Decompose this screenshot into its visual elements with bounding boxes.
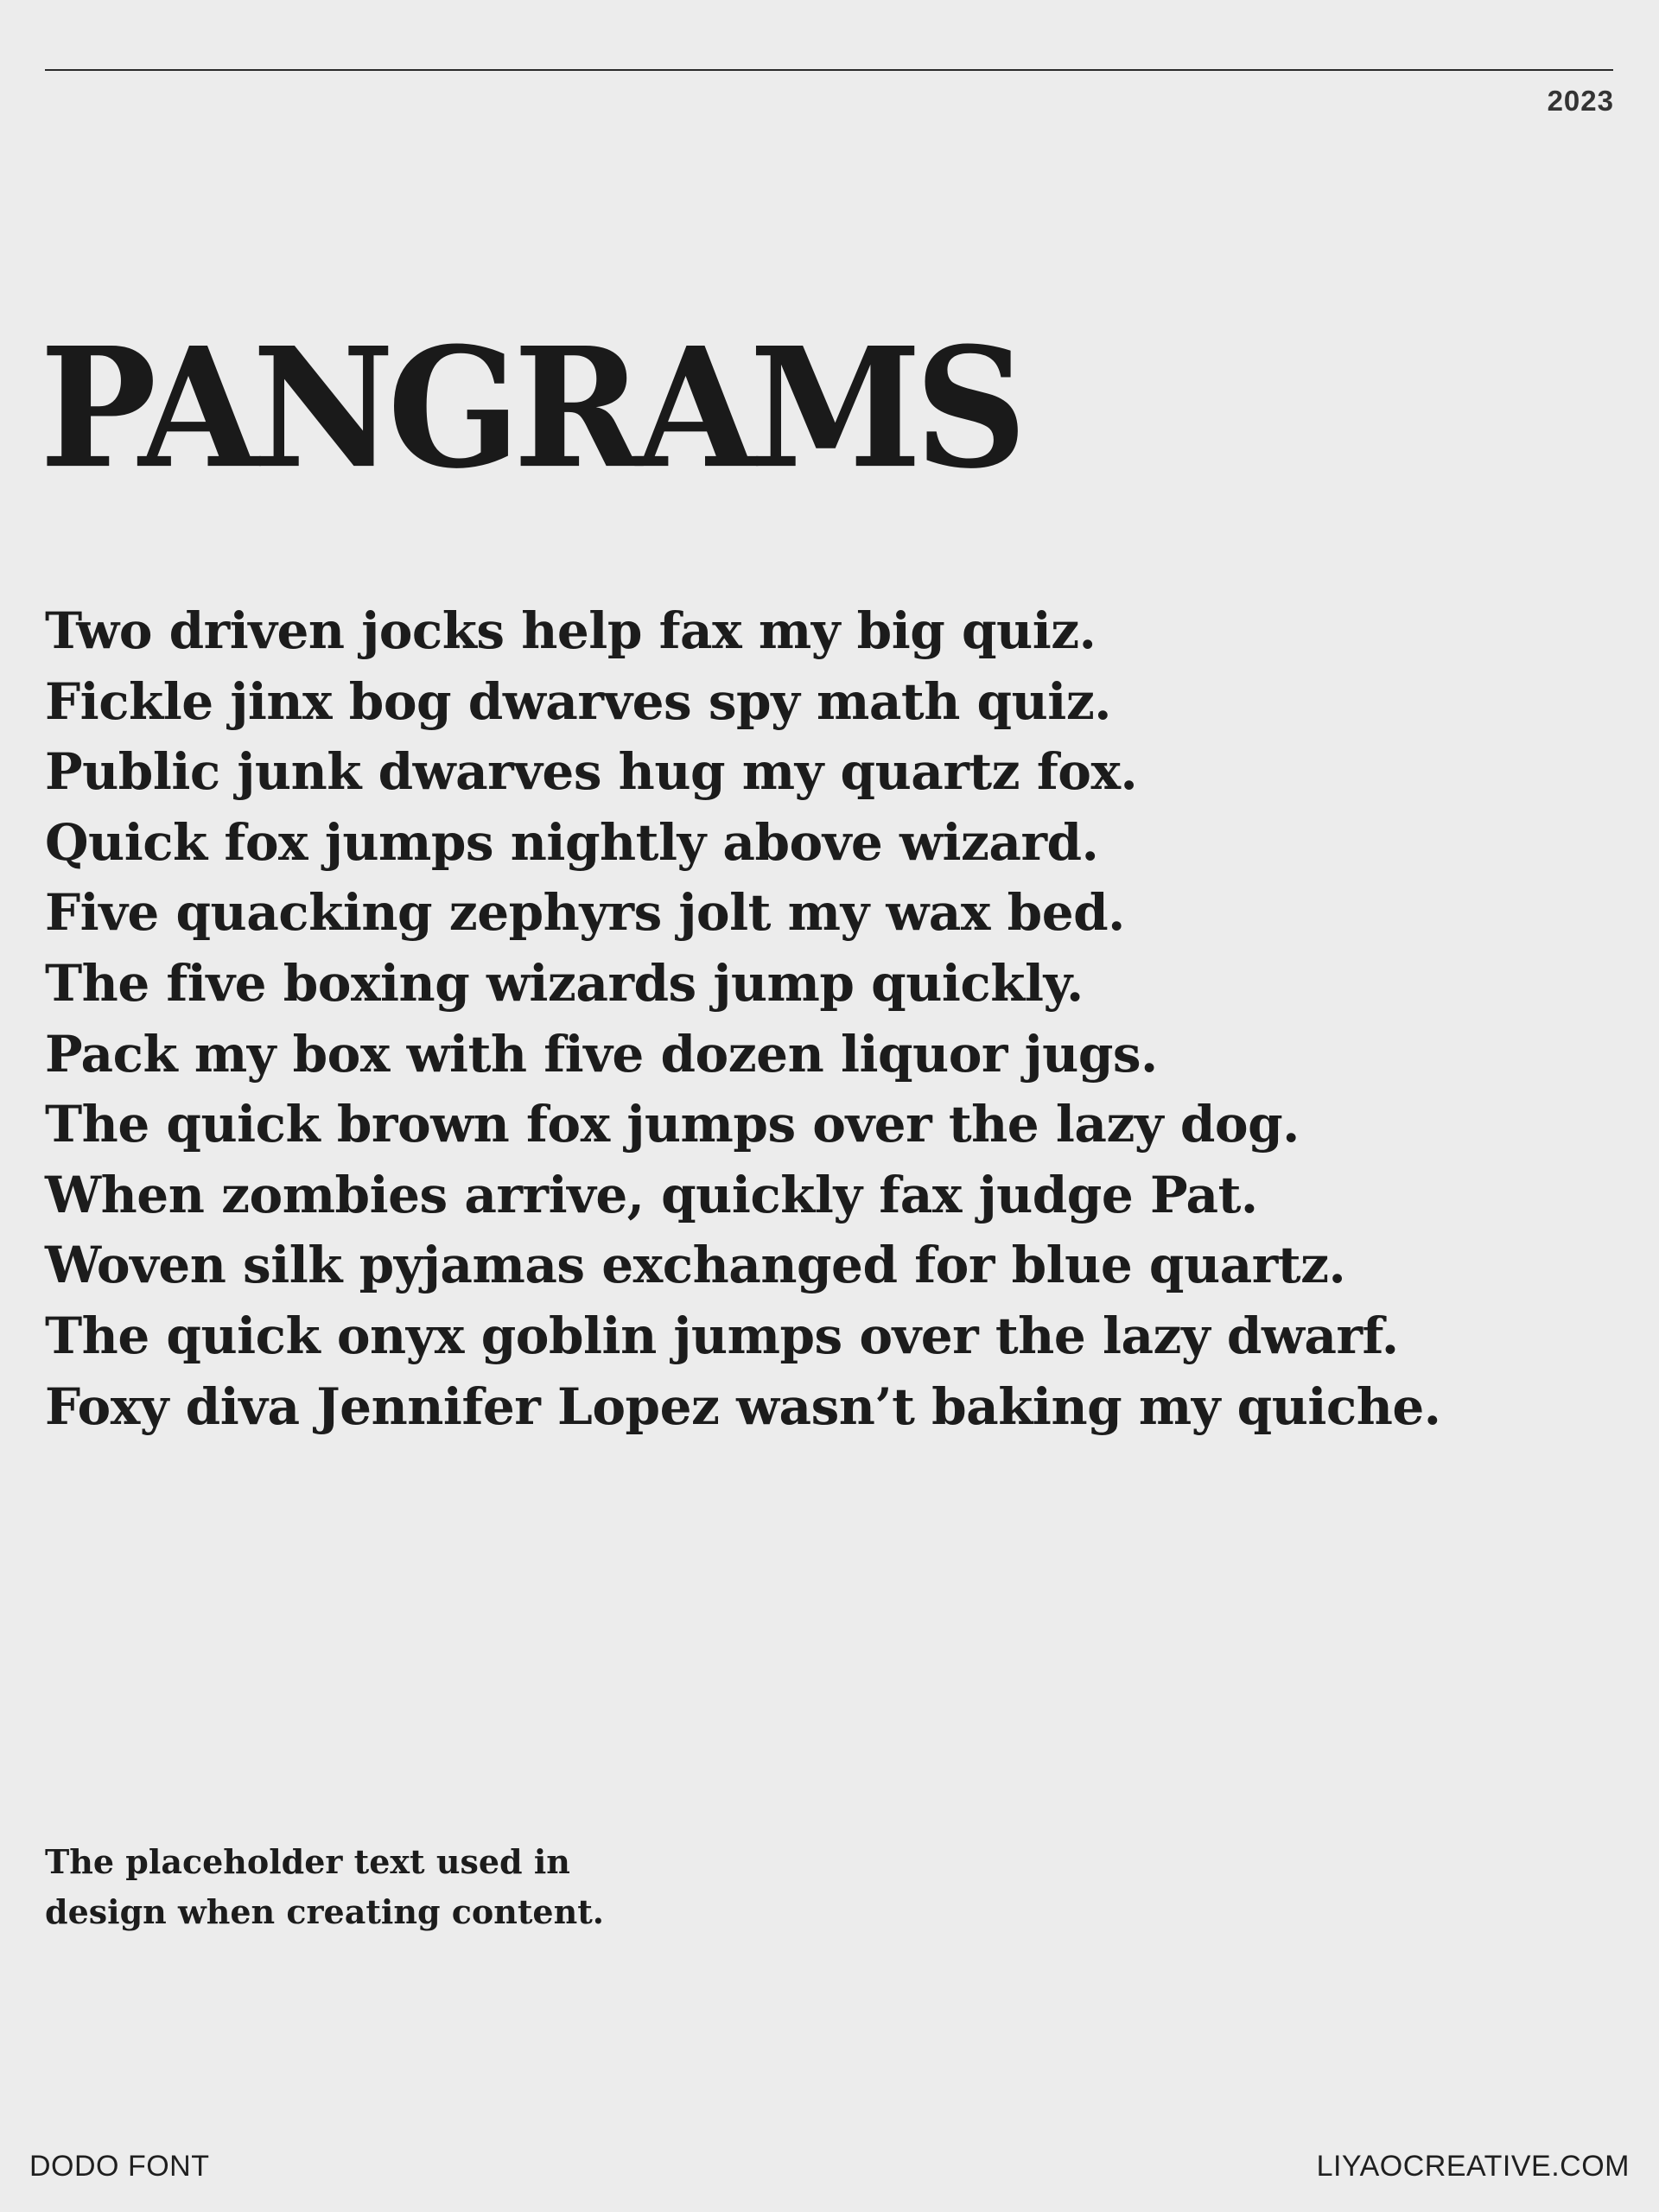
- pangram-line: Woven silk pyjamas exchanged for blue quartz.: [45, 1236, 1346, 1295]
- pangram-line: The five boxing wizards jump quickly.: [45, 953, 1084, 1013]
- pangram-line: Pack my box with five dozen liquor jugs.: [45, 1024, 1158, 1084]
- pangram-line: The quick onyx goblin jumps over the lazy dwarf.: [45, 1306, 1399, 1365]
- caption: [45, 1837, 604, 1937]
- pangram-line: Five quacking zephyrs jolt my wax bed.: [45, 883, 1125, 943]
- font-name-footer: DODO FONT: [29, 2150, 210, 2183]
- pangram-line: Quick fox jumps nightly above wizard.: [45, 812, 1099, 872]
- pangram-list: [45, 596, 1440, 1442]
- page-title: PANGRAMS: [40, 312, 1020, 505]
- caption-line: design when creating content.: [45, 1892, 605, 1931]
- caption-line: The placeholder text used in: [45, 1842, 570, 1881]
- pangram-line: The quick brown fox jumps over the lazy dog.: [45, 1095, 1300, 1154]
- pangram-line: When zombies arrive, quickly fax judge Pat.: [45, 1165, 1258, 1224]
- pangram-line: Foxy diva Jennifer Lopez wasn’t baking my quiche.: [45, 1376, 1441, 1436]
- pangram-line: Public junk dwarves hug my quartz fox.: [45, 742, 1138, 802]
- pangram-line: Fickle jinx bog dwarves spy math quiz.: [45, 671, 1111, 731]
- year-label: 2023: [1547, 85, 1614, 117]
- website-footer: LIYAOCREATIVE.COM: [1316, 2150, 1630, 2183]
- pangram-line: Two driven jocks help fax my big quiz.: [45, 601, 1096, 660]
- top-rule: [45, 69, 1613, 71]
